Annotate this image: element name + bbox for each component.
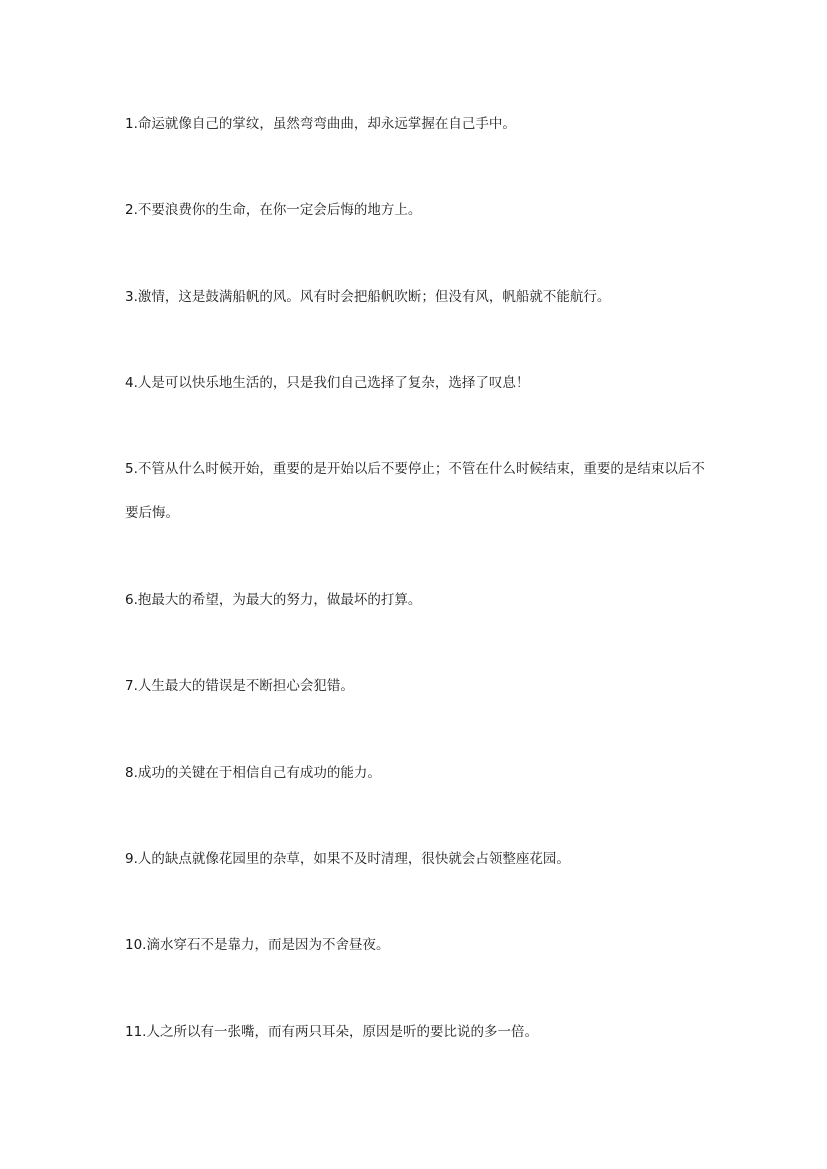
- quote-paragraph: 3.激情，这是鼓满船帆的风。风有时会把船帆吹断；但没有风，帆船就不能航行。: [125, 289, 611, 305]
- quote-paragraph: 8.成功的关键在于相信自己有成功的能力。: [125, 765, 381, 781]
- quote-paragraph: 5.不管从什么时候开始，重要的是开始以后不要停止；不管在什么时候结束，重要的是结束以后不要后悔。: [125, 461, 705, 521]
- quote-paragraph: 6.抱最大的希望，为最大的努力，做最坏的打算。: [125, 592, 422, 608]
- quote-paragraph: 9.人的缺点就像花园里的杂草，如果不及时清理，很快就会占领整座花园。: [125, 851, 570, 867]
- quote-paragraph: 4.人是可以快乐地生活的，只是我们自己选择了复杂，选择了叹息！: [125, 375, 530, 391]
- quote-paragraph: 1.命运就像自己的掌纹，虽然弯弯曲曲，却永远掌握在自己手中。: [125, 116, 516, 132]
- quote-paragraph: 11.人之所以有一张嘴，而有两只耳朵，原因是听的要比说的多一倍。: [125, 1024, 538, 1040]
- quote-paragraph: 2.不要浪费你的生命，在你一定会后悔的地方上。: [125, 202, 422, 218]
- quote-paragraph: 10.滴水穿石不是靠力，而是因为不舍昼夜。: [125, 937, 390, 953]
- quote-paragraph: 7.人生最大的错误是不断担心会犯错。: [125, 678, 354, 694]
